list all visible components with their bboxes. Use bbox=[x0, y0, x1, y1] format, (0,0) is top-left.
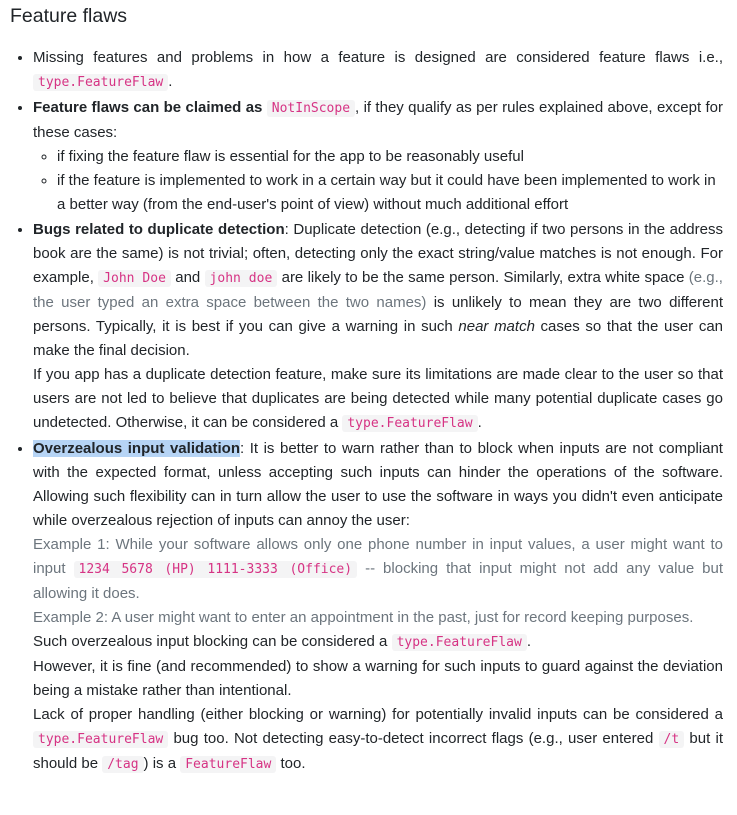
item-text: , if they qualify as per rules explained above, except for these cases: bbox=[33, 99, 724, 141]
code-type-featureflaw: type.FeatureFlaw bbox=[342, 415, 477, 432]
highlighted-bold-label: Overzealous input validation bbox=[33, 440, 240, 457]
example-2: Example 2: A user might want to enter an appointment in the past, just for record keeping purposes. bbox=[33, 609, 694, 626]
exception-item-better-way: ◦ if the feature is implemented to work in a certain way but it could have been implemented to work in a better way (from the end-user's point of view) without much additional effort bbox=[57, 169, 723, 217]
item-text: Missing features and problems in how a feature is designed are considered feature flaws i.e., bbox=[33, 49, 723, 66]
exceptions-list bbox=[33, 145, 723, 217]
code-john-doe-upper: John Doe bbox=[98, 270, 171, 287]
list-item-missing-features: • Missing features and problems in how a feature is designed are considered feature flaws i.e., type.FeatureFlaw . bbox=[33, 45, 723, 95]
paragraph-blocking-flaw: Such overzealous input blocking can be considered a type.FeatureFlaw . bbox=[33, 633, 531, 650]
code-type-featureflaw: type.FeatureFlaw bbox=[392, 634, 527, 651]
muted-example: (e.g., the user typed an extra space between the two names) bbox=[33, 269, 723, 311]
code-featureflaw: FeatureFlaw bbox=[180, 756, 276, 773]
feature-flaw-rules-list bbox=[10, 45, 723, 777]
list-item-not-in-scope bbox=[33, 95, 723, 217]
item-bold-label: Feature flaws can be claimed as bbox=[33, 99, 267, 116]
code-flag-tag: /tag bbox=[102, 756, 143, 773]
paragraph-warning-recommended: However, it is fine (and recommended) to show a warning for such inputs to guard against the deviation being a mistake rather than intentional. bbox=[33, 658, 723, 699]
item-bold-label: Bugs related to duplicate detection bbox=[33, 221, 285, 238]
italic-near-match: near match bbox=[458, 318, 535, 335]
code-notinscope: NotInScope bbox=[267, 100, 355, 117]
exception-item-essential: ◦ if fixing the feature flaw is essential for the app to be reasonably useful bbox=[57, 145, 723, 169]
list-item-overzealous-validation: • Overzealous input validation: It is better to warn rather than to block when inputs are not compliant with the expected format, unless accepting such inputs can hinder the operations of the software. Allowing such flexibility can in turn allow the user to use the software in ways you didn't even anticipate while overzealous rejection of inputs can annoy the user: Example 1: While your software allows only one phone number in input values, a user might want to input 1234 5678 (HP) 1111-3333 (Office) -- blocking that input might not add any value but allowing it does. Example 2: A user might want to enter an appointment in the past, just for record keeping purposes. Such overzealous input blocking can be considered a type.FeatureFlaw . However, it is fine (and recommended) to show a warning for such inputs to guard against the deviation being a mistake rather than intentional. Lack of proper handling (either blocking or warning) for potentially invalid inputs can be considered a type.FeatureFlaw bug too. Not detecting easy-to-detect incorrect flags (e.g., user entered /t but it should be /tag ) is a FeatureFlaw too. bbox=[33, 436, 723, 777]
duplicate-detection-paragraph: If you app has a duplicate detection feature, make sure its limitations are made clear to the user so that users are not led to believe that duplicates are being detected while many potential duplicate cases go undetected. Otherwise, it can be considered a type.FeatureFlaw . bbox=[33, 366, 723, 431]
code-type-featureflaw: type.FeatureFlaw bbox=[33, 74, 168, 91]
code-type-featureflaw: type.FeatureFlaw bbox=[33, 731, 168, 748]
code-john-doe-lower: john doe bbox=[205, 270, 278, 287]
paragraph-lack-of-handling: Lack of proper handling (either blocking or warning) for potentially invalid inputs can be considered a type.FeatureFlaw bug too. Not detecting easy-to-detect incorrect flags (e.g., user entered /t but it should be /tag ) is a FeatureFlaw too. bbox=[33, 706, 724, 772]
code-flag-t: /t bbox=[659, 731, 685, 748]
list-item-duplicate-detection: • Bugs related to duplicate detection: Duplicate detection (e.g., detecting if two persons in the address book are the same) is not trivial; often, detecting only the exact string/value matches is not enough. For example, John Doe and john doe are likely to be the same person. Similarly, extra white space (e.g., the user typed an extra space between the two names) is unlikely to mean they are two different persons. Typically, it is best if you can give a warning in such near match cases so that the user can make the final decision. If you app has a duplicate detection feature, make sure its limitations are made clear to the user so that users are not led to believe that duplicates are being detected while many potential duplicate cases go undetected. Otherwise, it can be considered a type.FeatureFlaw . bbox=[33, 217, 723, 436]
code-phone-example: 1234 5678 (HP) 1111-3333 (Office) bbox=[74, 561, 358, 578]
example-1: Example 1: While your software allows only one phone number in input values, a user might want to input 1234 5678 (HP) 1111-3333 (Office) -- blocking that input might not add any value but allowing it does. bbox=[33, 536, 724, 602]
section-heading: Feature flaws bbox=[10, 5, 128, 27]
